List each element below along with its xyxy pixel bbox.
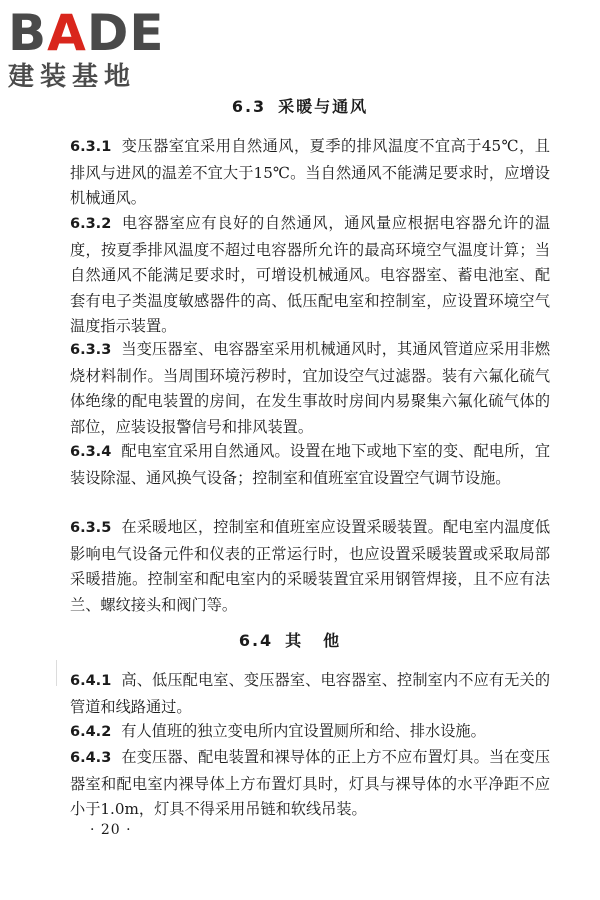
clause-6-3-1: [70, 134, 550, 212]
clause-number: 6.4.1: [70, 673, 112, 689]
clause-6-4-3: [70, 745, 550, 823]
clause-number: 6.3.1: [70, 139, 112, 155]
clause-6-3-5: [70, 515, 550, 618]
logo-wordmark: [8, 4, 165, 62]
clause-number: 6.4.3: [70, 750, 112, 766]
clause-number: 6.3.3: [70, 342, 112, 358]
clause-6-3-3: [70, 337, 550, 440]
clause-6-3-2: [70, 211, 550, 340]
section-number: 6.4: [238, 631, 274, 650]
page-edge-mark: [56, 660, 57, 686]
clause-number: 6.3.2: [70, 216, 112, 232]
clause-number: 6.3.4: [70, 444, 112, 460]
section-heading-6-4: [0, 628, 600, 651]
logo-letter-b: B: [8, 4, 48, 62]
clause-text: 高、低压配电室、变压器室、电容器室、控制室内不应有无关的管道和线路通过。: [70, 671, 550, 716]
logo-letter-a-accent: A: [47, 4, 87, 62]
clause-text: 当变压器室、电容器室采用机械通风时，其通风管道应采用非燃烧材料制作。当周围环境污秽时，宜加设空气过滤器。装有六氟化硫气体绝缘的配电装置的房间，在发生事故时房间内易聚集六氟化硫气体的部位，应装设报警信号和排风装置。: [70, 340, 550, 436]
clause-text: 电容器室应有良好的自然通风，通风量应根据电容器允许的温度，按夏季排风温度不超过电容器所允许的最高环境空气温度计算；当自然通风不能满足要求时，可增设机械通风。电容器室、蓄电池室、配套有电子类温度敏感器件的高、低压配电室和控制室，应设置环境空气温度指示装置。: [70, 214, 550, 335]
section-title: 其他: [285, 631, 362, 650]
logo-letters-de: DE: [86, 4, 165, 62]
section-heading-6-3: [0, 94, 600, 117]
page-number: · 20 ·: [90, 822, 132, 838]
clause-number: 6.3.5: [70, 520, 112, 536]
section-number: 6.3: [231, 97, 267, 116]
clause-6-4-1: [70, 668, 550, 720]
clause-text: 有人值班的独立变电所内宜设置厕所和给、排水设施。: [121, 722, 486, 740]
clause-6-4-2: [70, 719, 550, 746]
bade-logo: [6, 4, 176, 94]
clause-text: 配电室宜采用自然通风。设置在地下或地下室的变、配电所，宜装设除湿、通风换气设备；控制室和值班室宜设置空气调节设施。: [70, 442, 550, 487]
logo-subtitle: 建装基地: [8, 62, 137, 92]
clause-text: 在采暖地区，控制室和值班室应设置采暖装置。配电室内温度低影响电气设备元件和仪表的正常运行时，也应设置采暖装置或采取局部采暖措施。控制室和配电室内的采暖装置宜采用钢管焊接，且不应有法兰、螺纹接头和阀门等。: [70, 518, 550, 614]
clause-number: 6.4.2: [70, 724, 112, 740]
clause-text: 在变压器、配电装置和裸导体的正上方不应布置灯具。当在变压器室和配电室内裸导体上方布置灯具时，灯具与裸导体的水平净距不应小于1.0m，灯具不得采用吊链和软线吊装。: [70, 748, 550, 818]
clause-text: 变压器室宜采用自然通风，夏季的排风温度不宜高于45℃，且排风与进风的温差不宜大于15℃。当自然通风不能满足要求时，应增设机械通风。: [70, 137, 550, 207]
clause-6-3-4: [70, 439, 550, 491]
section-title: 采暖与通风: [278, 97, 369, 116]
